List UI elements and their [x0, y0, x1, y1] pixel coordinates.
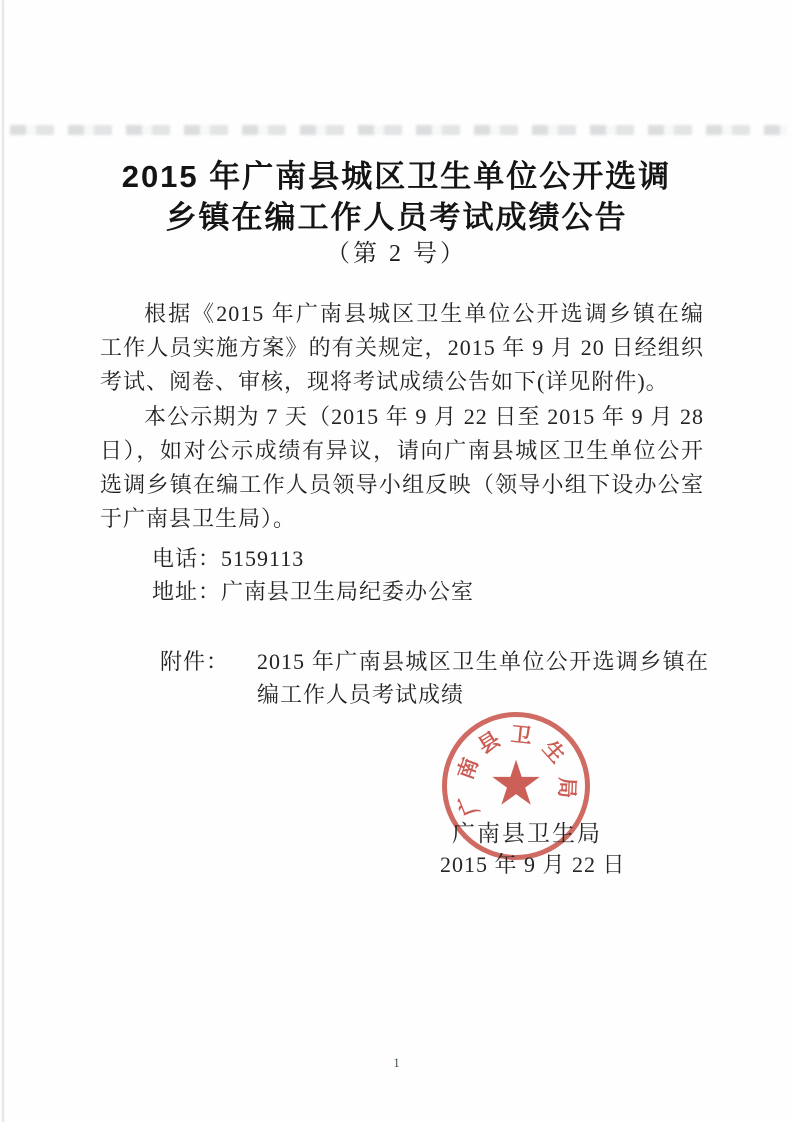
star-icon: ★: [488, 746, 544, 820]
issue-number: （第 2 号）: [326, 241, 467, 267]
address-line: [152, 575, 474, 606]
seal-char: 南: [453, 754, 483, 783]
phone-label: 电话：: [152, 546, 222, 571]
document-title-line2: 乡镇在编工作人员考试成绩公告: [165, 200, 628, 235]
seal-char: 局: [554, 776, 580, 799]
page-number: 1: [393, 1055, 400, 1070]
phone-line: [152, 542, 304, 573]
signature-organization: 广南县卫生局: [452, 821, 602, 846]
phone-number: 5159113: [221, 546, 305, 571]
seal-char: 卫: [509, 722, 534, 749]
address-value: 广南县卫生局纪委办公室: [221, 579, 475, 604]
seal-char: 广: [453, 790, 484, 820]
attachment-block: [160, 645, 709, 711]
attachment-label: 附件：: [160, 649, 230, 674]
paragraph-publicity-period: 本公示期为 7 天（2015 年 9 月 22 日至 2015 年 9 月 28 日），如对公示成绩有异议，请向广南县城区卫生单位公开选调乡镇在编工作人员领导小组反映（领导小组下设办公室于广南县卫生局）。: [100, 404, 704, 531]
address-label: 地址：: [152, 579, 222, 604]
attachment-title: 2015 年广南县城区卫生单位公开选调乡镇在编工作人员考试成绩: [257, 649, 710, 707]
seal-char: 生: [537, 736, 570, 768]
paragraph-basis: 根据《2015 年广南县城区卫生单位公开选调乡镇在编工作人员实施方案》的有关规定，2015 年 9 月 20 日经组织考试、阅卷、审核，现将考试成绩公告如下(详见附件)。: [100, 301, 704, 394]
document-title-line1: 2015 年广南县城区卫生单位公开选调: [121, 159, 672, 194]
scan-artifact-band: [10, 125, 787, 135]
seal-char: 县: [473, 727, 505, 759]
signature-date: 2015 年 9 月 22 日: [440, 852, 626, 877]
